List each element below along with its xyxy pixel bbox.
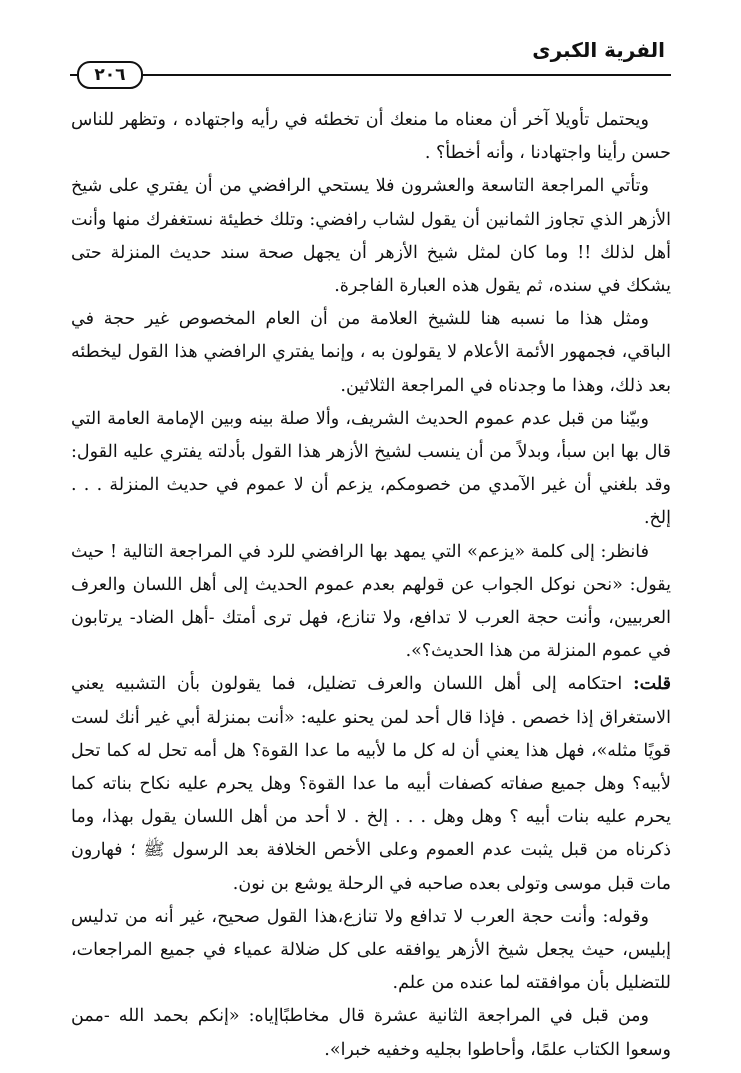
paragraph-text: ومن قبل في المراجعة الثانية عشرة قال مخاطبًاإياه: «إنكم بحمد الله -ممن وسعوا الكتاب علمًا، وأحاطوا بجليه وخفيه خبرا». [71,1006,671,1060]
paragraph-text: فانظر: إلى كلمة «يزعم» التي يمهد بها الرافضي للرد في المراجعة التالية ! حيث يقول: «نحن نوكل الجواب عن قولهم بعدم عموم الحديث إلى أهل اللسان والعرف العربيين، وأنت حجة العرب لا تدافع، ولا تنازع، فهل ترى أمتك -أهل الضاد- يرتابون في عموم المنزلة من هذا الحديث؟». [71,541,671,662]
paragraph [71,403,671,536]
paragraph [71,104,671,170]
page-number: ٢٠٦ [77,61,143,89]
running-title: الفرية الكبرى [532,38,665,62]
paragraph-text: ومثل هذا ما نسبه هنا للشيخ العلامة من أن العام المخصوص غير حجة في الباقي، فجمهور الأئمة الأعلام لا يقولون به ، وإنما يفتري الرافضي هذا القول ليخطئه بعد ذلك، وهذا ما وجدناه في المراجعة الثلاثين. [71,309,671,396]
body-text [71,104,671,1067]
paragraph [71,1000,671,1066]
paragraph-text: احتكامه إلى أهل اللسان والعرف تضليل، فما يقولون بأن التشبيه يعني الاستغراق إذا خصص . فإذا قال أحد لمن يحنو عليه: «أنت بمنزلة أبي غير أنك لست قويًا مثله»، فهل هذا يعني أن له كل ما لأبيه ما عدا القوة؟ هل أمه تحل له كما تحل لأبيه؟ وهل جميع صفاته كصفات أبيه ما عدا القوة؟ وهل يحرم عليه نكاح بناته كما يحرم عليه بنات أبيه ؟ وهل وهل . . . إلخ . لا أحد من أهل اللسان يقول بهذا، وما ذكرناه من قبل يثبت عدم العموم وعلى الأخص الخلافة بعد الرسول ﷺ ؛ فهارون مات قبل موسى وتولى بعده صاحبه في الرحلة يوشع بن نون. [71,674,671,894]
paragraph [71,901,671,1001]
header-rule [70,74,671,76]
paragraph-text: وقوله: وأنت حجة العرب لا تدافع ولا تنازع،هذا القول صحيح، غير أنه من تدليس إبليس، حيث يجعل شيخ الأزهر يوافقه على كل ضلالة عمياء في جميع المراجعات، للتضليل بأن موافقته لما عنده من علم. [71,906,671,994]
paragraph-label: قلت: [633,674,671,695]
paragraph-text: وبيّنا من قبل عدم عموم الحديث الشريف، وألا صلة بينه وبين الإمامة العامة التي قال بها ابن سبأ، وبدلاً من أن ينسب لشيخ الأزهر هذا القول بأدلته يفتري عليه القول: وقد بلغني أن غير الآمدي من خصومكم، يزعم أن لا عموم في حديث المنزلة . . . إلخ. [71,408,671,529]
paragraph [71,668,671,900]
paragraph [71,170,671,303]
paragraph-text: ويحتمل تأويلا آخر أن معناه ما منعك أن تخطئه في رأيه واجتهاده ، وتظهر للناس حسن رأينا واجتهادنا ، وأنه أخطأ؟ . [71,110,671,164]
paragraph [71,536,671,669]
paragraph-text: وتأتي المراجعة التاسعة والعشرون فلا يستحي الرافضي من أن يفتري على شيخ الأزهر الذي تجاوز الثمانين أن يقول لشاب رافضي: وتلك خطيئة نستغفرك منها وأنت أهل لذلك !! وما كان لمثل شيخ الأزهر أن يجهل صحة سند حديث المنزلة حتى يشكك في سنده، ثم يقول هذه العبارة الفاجرة. [71,176,671,297]
paragraph [71,303,671,403]
